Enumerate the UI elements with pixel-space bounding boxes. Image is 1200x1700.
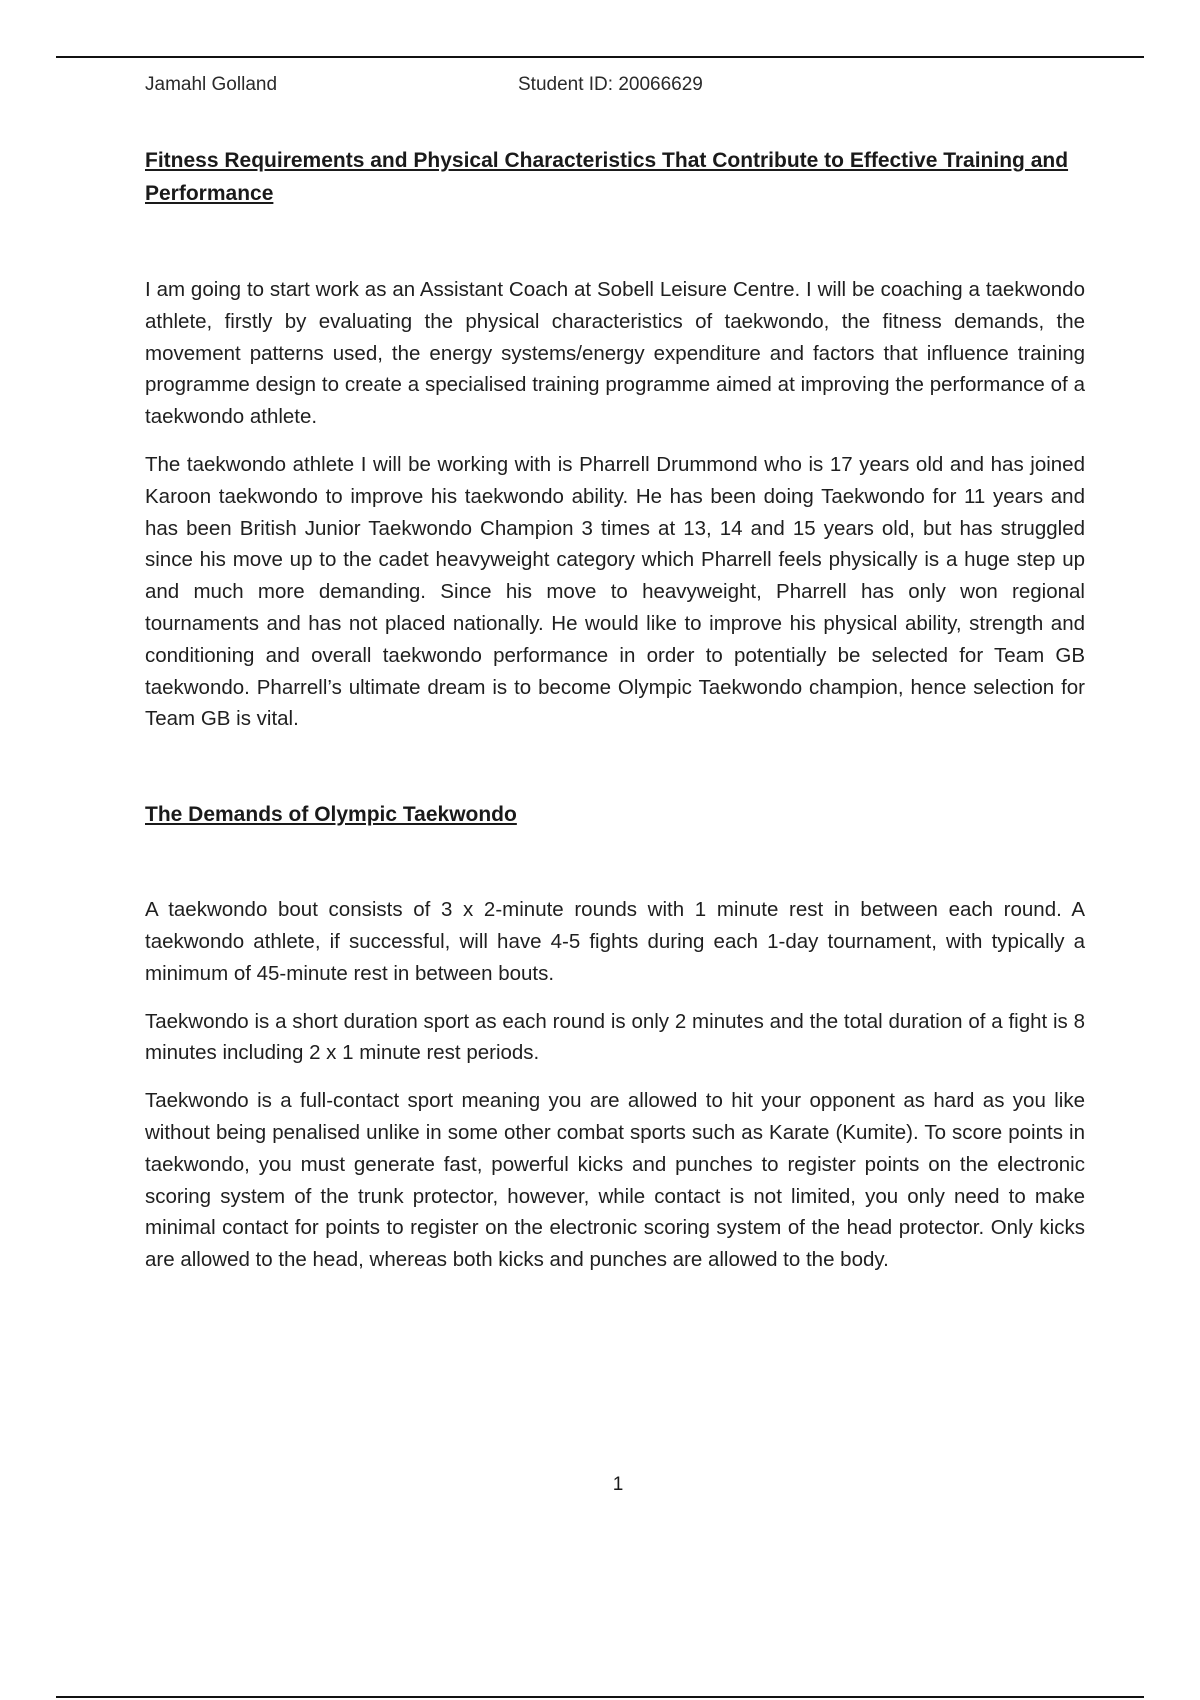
page-number: 1 xyxy=(612,1474,624,1495)
header-rule xyxy=(56,56,1144,58)
intro-paragraph-2: The taekwondo athlete I will be working with is Pharrell Drummond who is 17 years old and has joined Karoon taekwondo to improve his taekwondo ability. He has been doing Taekwondo for 11 years and has been British Junior Taekwondo Champion 3 times at 13, 14 and 15 years old, but has struggled since his move up to the cadet heavyweight category which Pharrell feels physically is a huge step up and much more demanding. Since his move to heavyweight, Pharrell has only won regional tournaments and has not placed nationally. He would like to improve his physical ability, strength and conditioning and overall taekwondo performance in order to potentially be selected for Team GB taekwondo. Pharrell’s ultimate dream is to become Olympic Taekwondo champion, hence selection for Team GB is vital. xyxy=(145,452,1085,731)
section-paragraph-2: Taekwondo is a short duration sport as each round is only 2 minutes and the total duration of a fight is 8 minutes including 2 x 1 minute rest periods. xyxy=(145,1009,1085,1065)
intro-paragraph-1: I am going to start work as an Assistant Coach at Sobell Leisure Centre. I will be coaching a taekwondo athlete, firstly by evaluating the physical characteristics of taekwondo, the fitness demands, the movement patterns used, the energy systems/energy expenditure and factors that influence training programme design to create a specialised training programme aimed at improving the performance of a taekwondo athlete. xyxy=(145,278,1085,429)
document-title: Fitness Requirements and Physical Characteristics That Contribute to Effective Training and Performance xyxy=(145,149,1069,205)
section-paragraph-1: A taekwondo bout consists of 3 x 2-minute rounds with 1 minute rest in between each round. A taekwondo athlete, if successful, will have 4-5 fights during each 1-day tournament, with typically a minimum of 45-minute rest in between bouts. xyxy=(145,898,1085,985)
header-author-name: Jamahl Golland xyxy=(145,74,278,95)
header-student-id: Student ID: 20066629 xyxy=(518,74,703,95)
footer-rule xyxy=(56,1696,1144,1698)
section-paragraph-3: Taekwondo is a full-contact sport meaning you are allowed to hit your opponent as hard as you like without being penalised unlike in some other combat sports such as Karate (Kumite). To score points in taekwondo, you must generate fast, powerful kicks and punches to register points on the electronic scoring system of the trunk protector, however, while contact is not limited, you only need to make minimal contact for points to register on the electronic scoring system of the head protector. Only kicks are allowed to the head, whereas both kicks and punches are allowed to the body. xyxy=(145,1089,1085,1272)
section-heading: The Demands of Olympic Taekwondo xyxy=(145,803,517,827)
document-body xyxy=(145,144,1085,1276)
